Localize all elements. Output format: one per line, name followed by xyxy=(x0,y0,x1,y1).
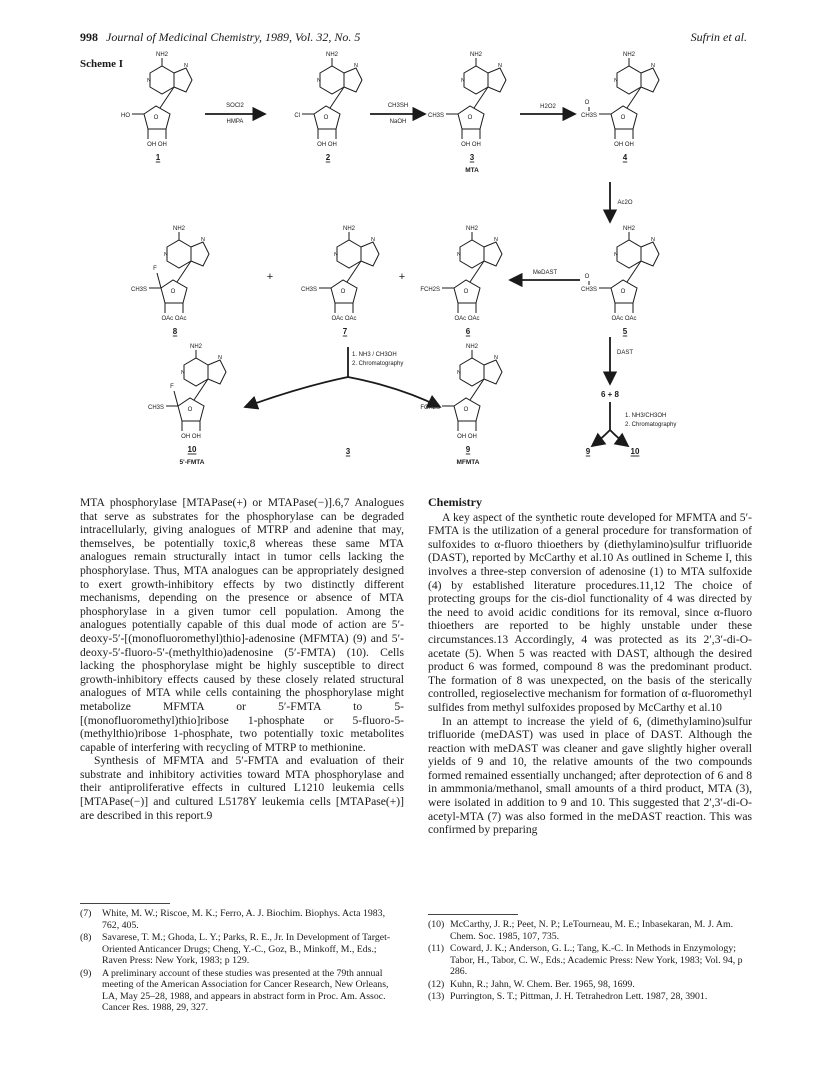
diol-label: OAc OAc xyxy=(331,316,357,322)
substituent-label: CH3S xyxy=(580,113,597,119)
substituent-label: CH3S xyxy=(147,405,164,411)
atom-label: N xyxy=(218,355,222,361)
atom-label: N xyxy=(354,63,358,69)
reference-text: Purrington, S. T.; Pittman, J. H. Tetrahedron Lett. 1987, 28, 3901. xyxy=(450,991,708,1002)
reference-item xyxy=(428,919,752,942)
compound-number: 10 xyxy=(630,447,640,456)
reagent-label: SOCl2 xyxy=(226,103,244,109)
atom-label: O xyxy=(170,289,176,295)
atom-label: O xyxy=(463,407,469,413)
reference-number: (7) xyxy=(80,908,92,919)
atom-label: N xyxy=(147,78,151,84)
compound-number: 9 xyxy=(585,447,591,456)
compound-8 xyxy=(149,232,209,313)
diol-label: OH OH xyxy=(614,142,634,148)
body-paragraph: A key aspect of the synthetic route developed for MFMTA and 5′-FMTA is the utilization of a general procedure for transformation of sulfoxides to α-fluoro thioethers by (diethylamino)sulfur trifluoride (DAST), reported by McCarthy et al.10 As outlined in Scheme I, this involves a three-step conversion of adenosine (1) to MTA sulfoxide (4) by established literature procedures.11,12 The choice of protecting groups for the cis-diol functionality of 4 was directed by the need to avoid acidic conditions for its removal, since α-fluoro thioethers are reported to be highly unstable under these circumstances.13 Accordingly, 4 was protected as its 2′,3′-di-O-acetate (5). When 5 was reacted with DAST, although the desired product 6 was formed, compound 8 was the predominant product. The formation of 8 was unexpected, on the basis of the sterically controlled, regioselective mechanism for formation of α-fluoromethyl sulfides from methyl sulfoxides proposed by McCarthy et al.10 xyxy=(428,510,752,714)
compound-number: 5 xyxy=(622,327,628,336)
reagent-label: 1. NH3 / CH3OH xyxy=(352,352,397,358)
substituent-label: CH3S xyxy=(580,287,597,293)
compound-5 xyxy=(599,232,659,313)
body-paragraph: Synthesis of MFMTA and 5′-FMTA and evaluation of their substrate and inhibitory activities toward MTA phosphorylase and their antiproliferative effects in cultured L1210 leukemia cells [MTAPase(−)] and cultured L5178Y leukemia cells [MTAPase(+)] are described in this report.9 xyxy=(80,754,404,822)
atom-label: N xyxy=(184,63,188,69)
atom-label: O xyxy=(620,289,626,295)
reference-item xyxy=(80,908,404,931)
atom-label: O xyxy=(584,274,590,280)
reference-text: White, M. W.; Riscoe, M. K.; Ferro, A. J. Biochim. Biophys. Acta 1983, 762, 405. xyxy=(102,908,386,931)
atom-label: N xyxy=(614,252,618,258)
reference-text: Savarese, T. M.; Ghoda, L. Y.; Parks, R. E., Jr. In Development of Target-Oriented Anticancer Drugs; Cheng, Y.-C., Goz, B., Minkoff, M., Eds.; Raven Press: New York, 1983; p 129. xyxy=(102,932,391,966)
nh2-label: NH2 xyxy=(172,226,186,232)
compound-number: 4 xyxy=(622,153,628,162)
left-column xyxy=(80,496,404,822)
reference-text: McCarthy, J. R.; Peet, N. P.; LeTourneau, M. E.; Inbasekaran, M. J. Am. Chem. Soc. 1985, 107, 735. xyxy=(450,919,734,942)
plus-sign: + xyxy=(398,271,406,283)
reagent-label: 2. Chromatography xyxy=(625,422,677,428)
atom-label: N xyxy=(201,237,205,243)
atom-label: N xyxy=(461,78,465,84)
atom-label: N xyxy=(494,355,498,361)
atom-label: O xyxy=(463,289,469,295)
footnote-rule xyxy=(80,903,170,904)
diol-label: OH OH xyxy=(457,434,477,440)
reference-text: Kuhn, R.; Jahn, W. Chem. Ber. 1965, 98, 1699. xyxy=(450,978,635,990)
reference-number: (9) xyxy=(80,967,92,979)
compound-7 xyxy=(319,232,379,313)
reagent-label: HMPA xyxy=(226,119,244,125)
atom-label: N xyxy=(371,237,375,243)
compound-number: 7 xyxy=(342,327,348,336)
compound-number: 3 xyxy=(469,153,475,162)
diol-label: OAc OAc xyxy=(161,316,187,322)
compound-3-mta xyxy=(446,58,506,139)
substituent-label: HO xyxy=(121,113,130,119)
reference-number: (10) xyxy=(428,919,445,930)
atom-label: N xyxy=(498,63,502,69)
atom-label: N xyxy=(317,78,321,84)
substituent-label: CH3S xyxy=(427,113,444,119)
reaction-arrow xyxy=(592,430,610,446)
compound-10 xyxy=(166,350,226,431)
reference-item xyxy=(80,968,404,1014)
atom-label: O xyxy=(467,115,473,121)
compound-4 xyxy=(599,58,659,139)
compound-1 xyxy=(132,58,192,139)
nh2-label: NH2 xyxy=(465,226,479,232)
atom-label: O xyxy=(323,115,329,121)
substituent-label: CH3S xyxy=(300,287,317,293)
atom-label: N xyxy=(457,252,461,258)
reaction-scheme xyxy=(80,52,747,494)
product-mixture: 6 + 8 xyxy=(600,390,620,399)
compound-2 xyxy=(302,58,362,139)
reference-item xyxy=(428,991,752,1003)
compound-number: 6 xyxy=(465,327,471,336)
atom-label: O xyxy=(620,115,626,121)
atom-label: N xyxy=(651,237,655,243)
diol-label: OH OH xyxy=(317,142,337,148)
page-number: 998 xyxy=(80,30,98,44)
scheme-label: Scheme I xyxy=(80,58,124,70)
atom-label: N xyxy=(494,237,498,243)
reagent-label: MeDAST xyxy=(532,270,558,276)
references-left xyxy=(80,908,404,1015)
compound-number: 10 xyxy=(187,445,197,454)
compound-number: 3 xyxy=(345,447,351,456)
nh2-label: NH2 xyxy=(622,226,636,232)
diol-label: OH OH xyxy=(461,142,481,148)
reagent-label: DAST xyxy=(616,350,634,356)
nh2-label: NH2 xyxy=(325,52,339,58)
reference-item xyxy=(428,943,752,978)
diol-label: OH OH xyxy=(147,142,167,148)
reaction-arrow xyxy=(348,377,440,407)
footnote-rule xyxy=(428,914,518,915)
right-column xyxy=(428,496,752,837)
body-paragraph: MTA phosphorylase [MTAPase(+) or MTAPase(−)].6,7 Analogues that serve as substrates for the phosphorylase can be degraded intracellularly, giving analogues of MTRP and adenine that may, themselves, be potentially toxic,8 whereas these same MTA analogues remain structurally intact in tumor cells lacking the phosphorylase. Thus, MTA analogues can be appropriately designed to exert growth-inhibitory effects by two distinctly different mechanisms, depending on the presence or absence of MTA phosphorylase in a given tumor cell population. Among the analogues potentially capable of this dual mode of action are 5′-deoxy-5′-[(monofluoromethyl)thio]-adenosine (MFMTA) (9) and 5′-deoxy-5′-fluoro-5′-(methylthio)adenosine (5′-FMTA) (10). Cells lacking the phosphorylase might be highly susceptible to direct growth-inhibitory effects caused by these closely related structural analogues of MTA while cells containing the phosphorylase might metabolize MFMTA or 5′-FMTA to 5-[(monofluoromethyl)thio]ribose 1-phosphate or 5-fluoro-5-(methylthio)ribose 1-phosphate, two potentially toxic metabolites capable of interfering with recycling of MTRP to methionine. xyxy=(80,496,404,754)
nh2-label: NH2 xyxy=(155,52,169,58)
compound-name: MFMTA xyxy=(456,459,480,466)
reference-number: (8) xyxy=(80,932,92,943)
atom-label: F xyxy=(170,384,174,390)
substituent-label: Cl xyxy=(294,113,300,119)
diol-label: OAc OAc xyxy=(454,316,480,322)
compound-name: MTA xyxy=(465,167,479,174)
atom-label: F xyxy=(153,266,157,272)
reference-item xyxy=(428,979,752,991)
reference-number: (12) xyxy=(428,978,445,990)
running-authors: Sufrin et al. xyxy=(690,30,747,44)
compound-number: 8 xyxy=(172,327,178,336)
substituent-label: FCH2S xyxy=(420,287,440,293)
substituent-label: CH3S xyxy=(130,287,147,293)
reaction-arrow xyxy=(245,377,348,407)
reagent-label: 1. NH3/CH3OH xyxy=(625,413,667,419)
running-header xyxy=(80,30,747,46)
compound-name: 5'-FMTA xyxy=(179,459,205,466)
atom-label: O xyxy=(340,289,346,295)
compound-number: 1 xyxy=(155,153,161,162)
atom-label: O xyxy=(153,115,159,121)
reaction-arrow xyxy=(610,430,628,446)
atom-label: O xyxy=(187,407,193,413)
reagent-label: Ac2O xyxy=(617,200,633,206)
atom-label: N xyxy=(651,63,655,69)
diol-label: OH OH xyxy=(181,434,201,440)
reference-text: Coward, J. K.; Anderson, G. L.; Tang, K.-C. In Methods in Enzymology; Tabor, H., Tabor, C. W., Eds.; Academic Press: New York, 1983; Vol. 94, p 286. xyxy=(450,943,743,977)
reagent-label: NaOH xyxy=(389,119,407,125)
atom-label: N xyxy=(164,252,168,258)
journal-citation: Journal of Medicinal Chemistry, 1989, Vol. 32, No. 5 xyxy=(106,30,361,44)
compound-number: 2 xyxy=(325,153,331,162)
substituent-label: FCH2S xyxy=(420,405,440,411)
reference-text: A preliminary account of these studies was presented at the 79th annual meeting of the American Association for Cancer Research, New Orleans, LA, May 25–28, 1988, and appears in abstract form in Proc. Am. Assoc. Cancer Res. 1988, 29, 327. xyxy=(102,967,389,1013)
reagent-label: CH3SH xyxy=(387,103,409,109)
plus-sign: + xyxy=(266,271,274,283)
atom-label: N xyxy=(457,370,461,376)
nh2-label: NH2 xyxy=(622,52,636,58)
reference-number: (13) xyxy=(428,991,445,1002)
reagent-label: H2O2 xyxy=(540,104,556,110)
body-paragraph: In an attempt to increase the yield of 6, (dimethylamino)sulfur trifluoride (meDAST) was used in place of DAST. Although the reaction with meDAST was cleaner and gave slightly higher overall yields of 9 and 10, the relative amounts of the two compounds formed remained essentially unchanged; after deprotection of 6 and 8 in ammmonia/methanol, small amounts of a third product, MTA (3), were isolated in addition to 9 and 10. This suggested that 2′,3′-di-O-acetyl-MTA (7) was also formed in the meDAST reaction. This was confirmed by preparing xyxy=(428,714,752,837)
reference-number: (11) xyxy=(428,943,444,954)
compound-number: 9 xyxy=(465,445,471,454)
reference-item xyxy=(80,932,404,967)
atom-label: N xyxy=(181,370,185,376)
nh2-label: NH2 xyxy=(465,344,479,350)
section-heading: Chemistry xyxy=(428,495,482,509)
compound-9-mfmta xyxy=(442,350,502,431)
atom-label: O xyxy=(584,100,590,106)
atom-label: N xyxy=(614,78,618,84)
reagent-label: 2. Chromatography xyxy=(352,361,404,367)
compound-6 xyxy=(442,232,502,313)
diol-label: OAc OAc xyxy=(611,316,637,322)
references-right xyxy=(428,919,752,1004)
atom-label: N xyxy=(334,252,338,258)
nh2-label: NH2 xyxy=(189,344,203,350)
nh2-label: NH2 xyxy=(342,226,356,232)
nh2-label: NH2 xyxy=(469,52,483,58)
